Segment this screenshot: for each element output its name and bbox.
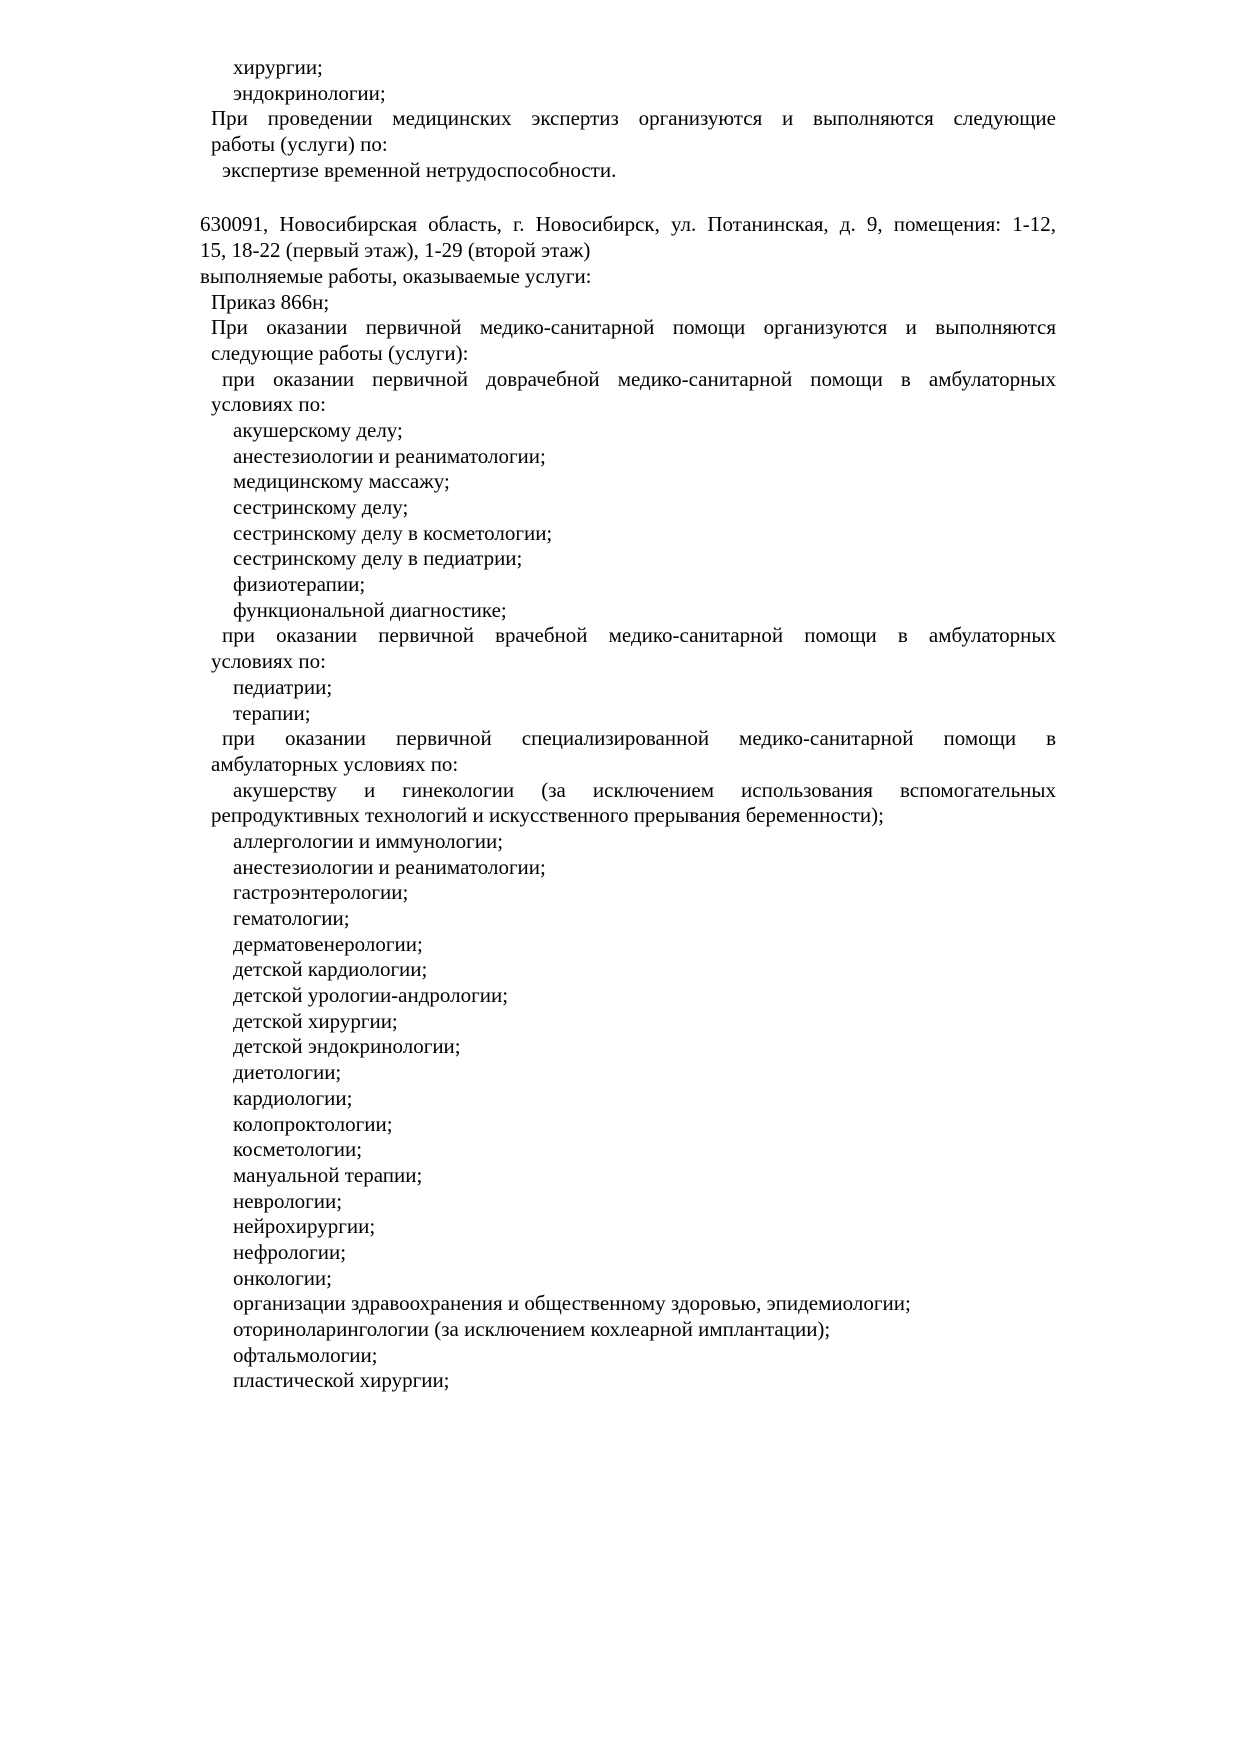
list-item: медицинскому массажу; — [233, 469, 450, 494]
paragraph-line: Приказ 866н; — [211, 289, 330, 314]
address-line: 630091, Новосибирская область, г. Новосибирск, ул. Потанинская, д. 9, помещения: 1-12, — [200, 212, 1056, 237]
paragraph-line: амбулаторных условиях по: — [211, 751, 459, 776]
list-item: пластической хирургии; — [233, 1368, 450, 1393]
list-item: нейрохирургии; — [233, 1214, 376, 1239]
list-item: неврологии; — [233, 1188, 343, 1213]
section-heading: выполняемые работы, оказываемые услуги: — [200, 263, 592, 288]
list-item: эндокринологии; — [233, 80, 386, 105]
list-item: акушерству и гинекологии (за исключением использования вспомогательных — [233, 777, 1056, 802]
list-item: сестринскому делу в педиатрии; — [233, 546, 523, 571]
list-item: детской кардиологии; — [233, 957, 428, 982]
list-item: аллергологии и иммунологии; — [233, 828, 504, 853]
list-item: детской эндокринологии; — [233, 1034, 461, 1059]
list-item: хирургии; — [233, 55, 323, 79]
list-item: организации здравоохранения и общественному здоровью, эпидемиологии; — [233, 1291, 911, 1316]
paragraph-line: следующие работы (услуги): — [211, 340, 469, 365]
list-item: терапии; — [233, 700, 311, 725]
list-item: офтальмологии; — [233, 1342, 378, 1367]
list-item: физиотерапии; — [233, 572, 366, 597]
list-item: детской хирургии; — [233, 1008, 398, 1033]
paragraph-line: При проведении медицинских экспертиз организуются и выполняются следующие — [211, 106, 1056, 131]
paragraph-line: при оказании первичной доврачебной медико-санитарной помощи в амбулаторных — [222, 366, 1056, 391]
paragraph-line: условиях по: — [211, 649, 326, 674]
list-item: колопроктологии; — [233, 1111, 393, 1136]
list-item: педиатрии; — [233, 674, 333, 699]
list-item: детской урологии-андрологии; — [233, 983, 509, 1008]
list-item: диетологии; — [233, 1060, 342, 1085]
list-item: сестринскому делу; — [233, 495, 409, 519]
spacer — [0, 183, 1241, 212]
list-item: нефрологии; — [233, 1239, 347, 1264]
paragraph-line: при оказании первичной врачебной медико-санитарной помощи в амбулаторных — [222, 623, 1056, 648]
list-item: экспертизе временной нетрудоспособности. — [222, 157, 617, 182]
list-item-continuation: репродуктивных технологий и искусственного прерывания беременности); — [211, 803, 884, 828]
list-item: оториноларингологии (за исключением кохлеарной имплантации); — [233, 1317, 831, 1341]
paragraph-line: работы (услуги) по: — [211, 132, 388, 157]
list-item: онкологии; — [233, 1265, 333, 1290]
paragraph-line: условиях по: — [211, 392, 326, 417]
list-item: дерматовенерологии; — [233, 931, 423, 956]
list-item: акушерскому делу; — [233, 417, 403, 442]
list-item: анестезиологии и реаниматологии; — [233, 443, 546, 468]
address-line: 15, 18-22 (первый этаж), 1-29 (второй этаж) — [200, 238, 591, 263]
document-page — [0, 55, 1241, 1394]
list-item: мануальной терапии; — [233, 1162, 423, 1187]
list-item: функциональной диагностике; — [233, 597, 507, 622]
list-item: кардиологии; — [233, 1085, 353, 1110]
list-item: гематологии; — [233, 906, 350, 930]
paragraph-line: При оказании первичной медико-санитарной помощи организуются и выполняются — [211, 315, 1056, 340]
paragraph-line: при оказании первичной специализированной медико-санитарной помощи в — [222, 726, 1056, 751]
list-item: гастроэнтерологии; — [233, 880, 409, 905]
list-item: косметологии; — [233, 1137, 363, 1162]
list-item: анестезиологии и реаниматологии; — [233, 854, 546, 879]
list-item: сестринскому делу в косметологии; — [233, 520, 553, 545]
